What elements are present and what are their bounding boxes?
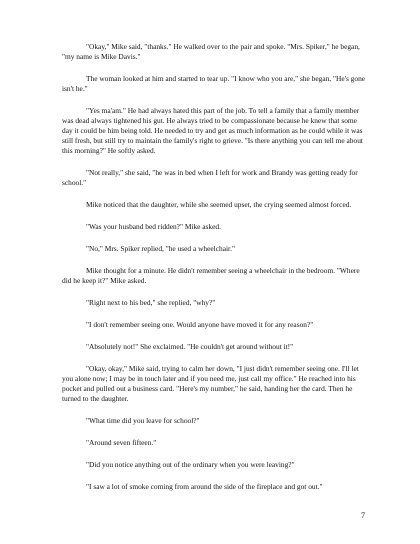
paragraph: "Was your husband bed ridden?" Mike asked.	[86, 222, 221, 231]
paragraph: "Yes ma'am." He had always hated this part of the job. To tell a family that a family member was dead always tightened his gut. He always tried to be compassionate because he knew that some day it could be him being told. He needed to try and get as much information as he could while it was still fresh, but still try to maintain the family's right to grieve. "Is there anything you can tell me about this morning?" He softly asked.	[62, 106, 363, 155]
paragraph: Mike thought for a minute. He didn't remember seeing a wheelchair in the bedroom. "Where did he keep it?" Mike asked.	[62, 266, 360, 285]
paragraph: "Absolutely not!" She exclaimed. "He couldn't get around without it!"	[86, 342, 294, 351]
paragraph: "Okay, okay," Mike said, trying to calm her down, "I just didn't remember seeing one. I'll let you alone now; I may be in touch later and if you need me, just call my office." He reached into his pocket and pulled out a business card. "Here's my number," he said, handing her the card. Then he turned to the daughter.	[62, 364, 359, 403]
paragraph: Mike noticed that the daughter, while she seemed upset, the crying seemed almost forced.	[86, 200, 352, 209]
page-number: 7	[361, 511, 365, 520]
paragraph: "Okay," Mike said, "thanks." He walked over to the pair and spoke. "Mrs. Spiker," he began, "my name is Mike Davis."	[62, 42, 360, 61]
paragraph: "What time did you leave for school?"	[86, 416, 200, 425]
paragraph: "Not really," she said, "he was in bed when I left for work and Brandy was getting ready for school."	[62, 168, 358, 187]
paragraph: "I don't remember seeing one. Would anyone have moved it for any reason?"	[86, 320, 314, 329]
paragraph: "Did you notice anything out of the ordinary when you were leaving?"	[86, 460, 295, 469]
paragraph: "Around seven fifteen."	[86, 438, 157, 447]
paragraph: "No," Mrs. Spiker replied, "he used a wheelchair."	[86, 244, 235, 253]
body-text	[62, 42, 366, 504]
paragraph: "I saw a lot of smoke coming from around the side of the fireplace and got out."	[86, 482, 323, 491]
paragraph: "Right next to his bed," she replied, "why?"	[86, 298, 216, 307]
paragraph: The woman looked at him and started to tear up. "I know who you are," she began, "He's gone isn't he."	[62, 74, 366, 93]
